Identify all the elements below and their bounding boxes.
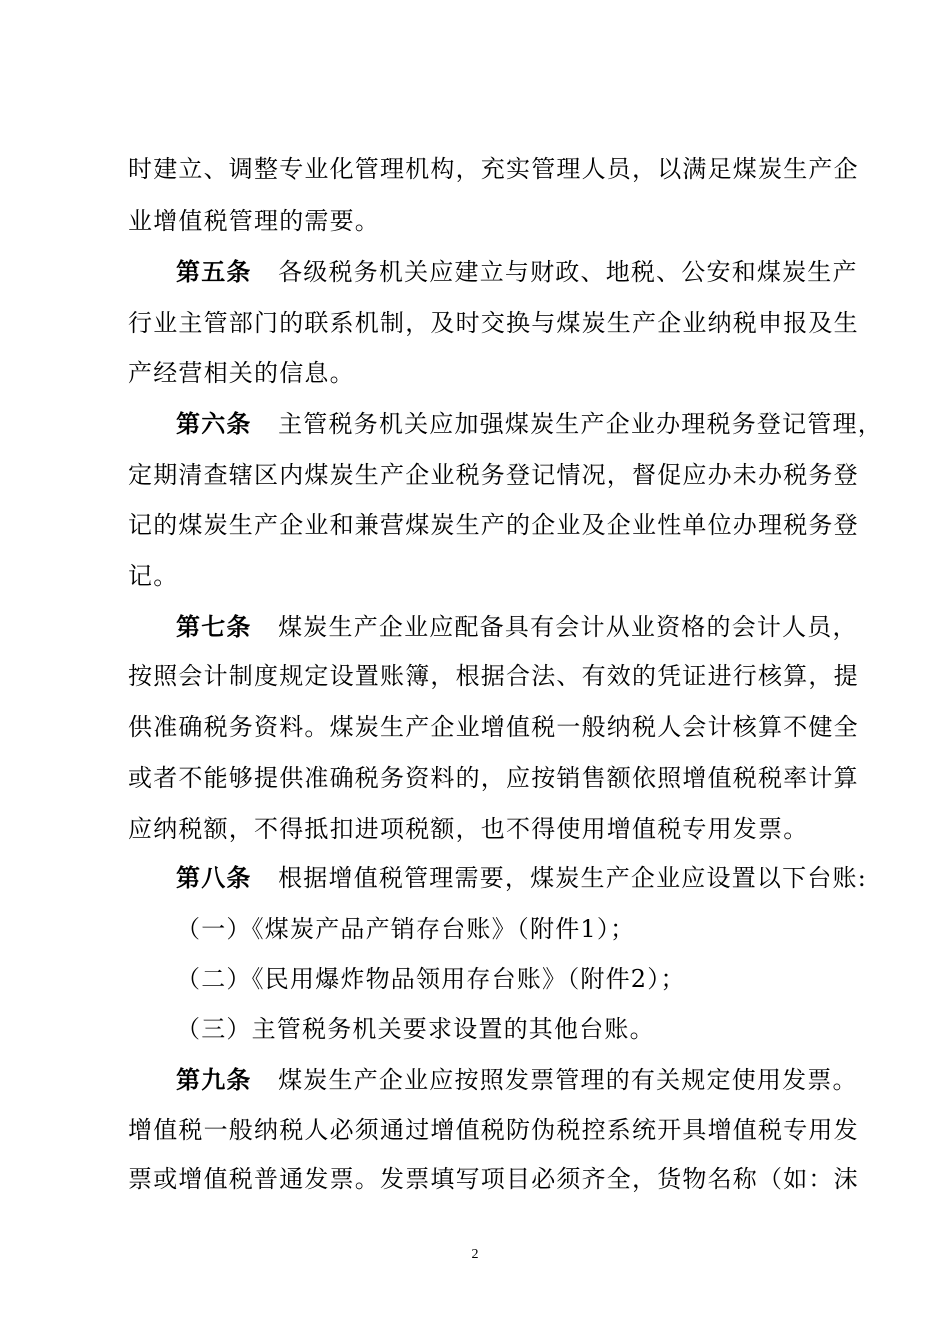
line-text: （三）主管税务机关要求设置的其他台账。 xyxy=(176,1015,655,1043)
page-number: 2 xyxy=(471,1247,479,1262)
line-text: 产经营相关的信息。 xyxy=(128,359,355,387)
line-text: （二）《民用爆炸物品领用存台账》（附件2）； xyxy=(176,965,686,993)
article-heading: 第九条 xyxy=(176,1065,252,1094)
line-text: 记。 xyxy=(128,562,179,590)
text-line xyxy=(128,560,848,592)
text-line xyxy=(128,153,859,185)
article-heading: 第七条 xyxy=(176,612,252,641)
line-text: 票或增值税普通发票。发票填写项目必须齐全，货物名称（如：沫 xyxy=(128,1165,859,1193)
text-line xyxy=(128,1114,859,1146)
text-line xyxy=(128,205,848,237)
list-item xyxy=(176,1013,896,1045)
text-line xyxy=(128,711,859,743)
article-5-first-line xyxy=(176,256,896,288)
line-text: 根据增值税管理需要，煤炭生产企业应设置以下台账: xyxy=(278,864,867,892)
article-6-first-line xyxy=(176,408,896,440)
article-heading: 第八条 xyxy=(176,863,252,892)
line-text: 供准确税务资料。煤炭生产企业增值税一般纳税人会计核算不健全 xyxy=(128,713,859,741)
line-text: 记的煤炭生产企业和兼营煤炭生产的企业及企业性单位办理税务登 xyxy=(128,511,859,539)
text-line xyxy=(128,307,859,339)
text-line xyxy=(128,357,848,389)
article-heading: 第六条 xyxy=(176,409,252,438)
article-8-first-line xyxy=(176,862,896,894)
text-line xyxy=(128,762,859,794)
line-text: 业增值税管理的需要。 xyxy=(128,207,380,235)
text-line xyxy=(128,459,859,491)
list-item xyxy=(176,963,896,995)
line-text: 增值税一般纳税人必须通过增值税防伪税控系统开具增值税专用发 xyxy=(128,1116,859,1144)
text-line xyxy=(128,813,848,845)
line-text: 煤炭生产企业应按照发票管理的有关规定使用发票。 xyxy=(278,1066,858,1094)
line-text: 各级税务机关应建立与财政、地税、公安和煤炭生产 xyxy=(278,258,858,286)
text-line xyxy=(128,509,859,541)
list-item xyxy=(176,913,896,945)
line-text: 煤炭生产企业应配备具有会计从业资格的会计人员， xyxy=(278,613,858,641)
article-9-first-line xyxy=(176,1064,896,1096)
line-text: 或者不能够提供准确税务资料的，应按销售额依照增值税税率计算 xyxy=(128,764,859,792)
line-text: 主管税务机关应加强煤炭生产企业办理税务登记管理， xyxy=(278,410,883,438)
article-heading: 第五条 xyxy=(176,257,252,286)
article-7-first-line xyxy=(176,611,896,643)
line-text: （一）《煤炭产品产销存台账》（附件1）； xyxy=(176,915,636,943)
line-text: 行业主管部门的联系机制，及时交换与煤炭生产企业纳税申报及生 xyxy=(128,309,859,337)
line-text: 定期清查辖区内煤炭生产企业税务登记情况，督促应办未办税务登 xyxy=(128,461,859,489)
text-line xyxy=(128,660,859,692)
line-text: 按照会计制度规定设置账簿，根据合法、有效的凭证进行核算，提 xyxy=(128,662,859,690)
line-text: 时建立、调整专业化管理机构，充实管理人员，以满足煤炭生产企 xyxy=(128,155,859,183)
line-text: 应纳税额，不得抵扣进项税额，也不得使用增值税专用发票。 xyxy=(128,815,809,843)
text-line xyxy=(128,1163,859,1195)
